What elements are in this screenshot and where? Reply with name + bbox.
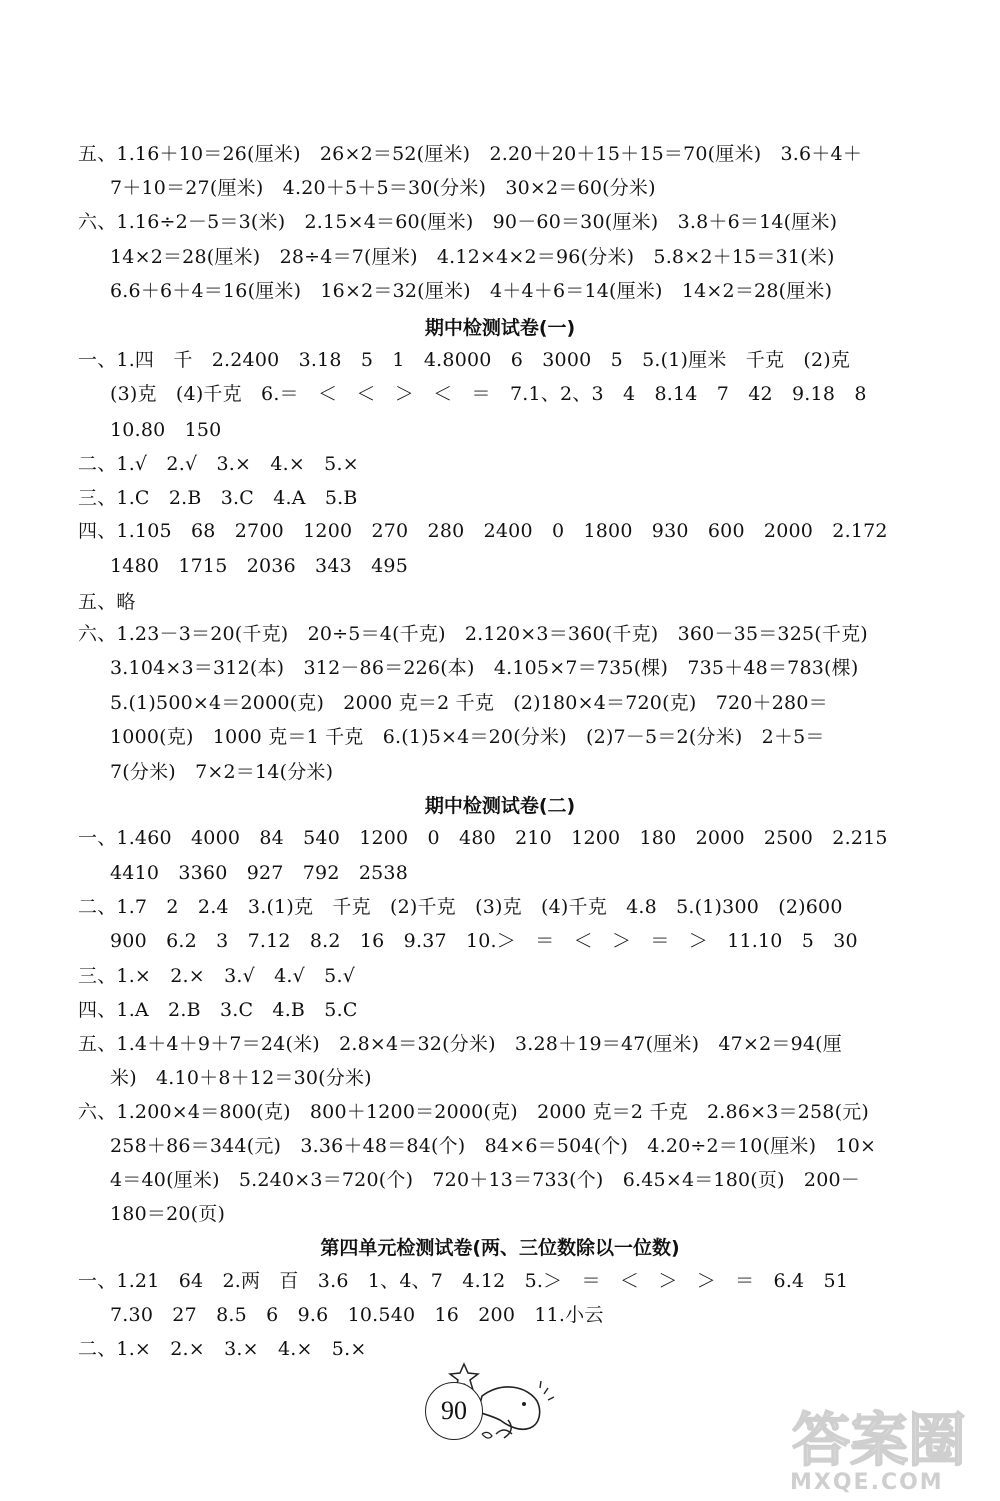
answer-line: 三、1.× 2.× 3.√ 4.√ 5.√ bbox=[78, 965, 356, 987]
answer-line: 五、略 bbox=[78, 591, 136, 613]
answer-line: 三、1.C 2.B 3.C 4.A 5.B bbox=[78, 487, 358, 509]
answer-line: 五、1.16＋10＝26(厘米) 26×2＝52(厘米) 2.20＋20＋15＋15＝70(厘米) 3.6＋4＋ bbox=[78, 143, 863, 165]
section-heading: 期中检测试卷(二) bbox=[424, 795, 576, 817]
answer-line: 5.(1)500×4＝2000(克) 2000 克＝2 千克 (2)180×4＝720(克) 720＋280＝ bbox=[110, 692, 828, 714]
page-number: 90 bbox=[425, 1382, 483, 1440]
answer-line: 二、1.√ 2.√ 3.× 4.× 5.× bbox=[78, 453, 359, 475]
answer-line: 7.30 27 8.5 6 9.6 10.540 16 200 11.小云 bbox=[110, 1304, 604, 1326]
answer-line: 六、1.16÷2－5＝3(米) 2.15×4＝60(厘米) 90－60＝30(厘米) 3.8＋6＝14(厘米) bbox=[78, 211, 838, 233]
answer-line: 米) 4.10＋8＋12＝30(分米) bbox=[110, 1067, 372, 1089]
answer-line: 4＝40(厘米) 5.240×3＝720(个) 720＋13＝733(个) 6.45×4＝180(页) 200－ bbox=[110, 1169, 860, 1191]
answer-line: 900 6.2 3 7.12 8.2 16 9.37 10.＞ ＝ ＜ ＞ ＝ ＞ 11.10 5 30 bbox=[110, 930, 858, 952]
answer-line: 7＋10＝27(厘米) 4.20＋5＋5＝30(分米) 30×2＝60(分米) bbox=[110, 177, 656, 199]
answer-line: 1000(克) 1000 克＝1 千克 6.(1)5×4＝20(分米) (2)7－5＝2(分米) 2＋5＝ bbox=[110, 726, 825, 748]
section-heading: 第四单元检测试卷(两、三位数除以一位数) bbox=[320, 1237, 680, 1259]
answer-line: 1480 1715 2036 343 495 bbox=[110, 555, 408, 577]
answer-line: 10.80 150 bbox=[110, 419, 222, 441]
svg-text:答案圈: 答案圈 bbox=[792, 1406, 967, 1474]
answer-line: 7(分米) 7×2＝14(分米) bbox=[110, 761, 334, 783]
answer-line: 二、1.7 2 2.4 3.(1)克 千克 (2)千克 (3)克 (4)千克 4.8 5.(1)300 (2)600 bbox=[78, 896, 843, 918]
answer-line: 四、1.A 2.B 3.C 4.B 5.C bbox=[78, 999, 358, 1021]
answer-line: 4410 3360 927 792 2538 bbox=[110, 862, 408, 884]
answer-line: 一、1.460 4000 84 540 1200 0 480 210 1200 180 2000 2500 2.215 bbox=[78, 827, 888, 849]
answer-line: 二、1.× 2.× 3.× 4.× 5.× bbox=[78, 1338, 367, 1360]
watermark-url: MXQE.COM bbox=[790, 1470, 944, 1495]
section-heading: 期中检测试卷(一) bbox=[424, 317, 576, 339]
answer-line: 六、1.23－3＝20(千克) 20÷5＝4(千克) 2.120×3＝360(千克) 360－35＝325(千克) bbox=[78, 623, 868, 645]
answer-line: (3)克 (4)千克 6.＝ ＜ ＜ ＞ ＜ ＝ 7.1、2、3 4 8.14 7 42 9.18 8 bbox=[110, 383, 867, 405]
answer-line: 180＝20(页) bbox=[110, 1203, 226, 1225]
answer-line: 五、1.4＋4＋9＋7＝24(米) 2.8×4＝32(分米) 3.28＋19＝47(厘米) 47×2＝94(厘 bbox=[78, 1033, 842, 1055]
answer-line: 3.104×3＝312(本) 312－86＝226(本) 4.105×7＝735(棵) 735＋48＝783(棵) bbox=[110, 657, 859, 679]
answer-line: 六、1.200×4＝800(克) 800＋1200＝2000(克) 2000 克＝2 千克 2.86×3＝258(元) bbox=[78, 1101, 870, 1123]
answer-line: 四、1.105 68 2700 1200 270 280 2400 0 1800 930 600 2000 2.172 bbox=[78, 520, 888, 542]
answer-line: 6.6＋6＋4＝16(厘米) 16×2＝32(厘米) 4＋4＋6＝14(厘米) 14×2＝28(厘米) bbox=[110, 280, 833, 302]
answer-line: 一、1.21 64 2.两 百 3.6 1、4、7 4.12 5.＞ ＝ ＜ ＞ ＞ ＝ 6.4 51 bbox=[78, 1270, 849, 1292]
answer-line: 一、1.四 千 2.2400 3.18 5 1 4.8000 6 3000 5 5.(1)厘米 千克 (2)克 bbox=[78, 349, 851, 371]
answer-line: 258＋86＝344(元) 3.36＋48＝84(个) 84×6＝504(个) 4.20÷2＝10(厘米) 10× bbox=[110, 1135, 877, 1157]
answer-line: 14×2＝28(厘米) 28÷4＝7(厘米) 4.12×4×2＝96(分米) 5.8×2＋15＝31(米) bbox=[110, 246, 835, 268]
